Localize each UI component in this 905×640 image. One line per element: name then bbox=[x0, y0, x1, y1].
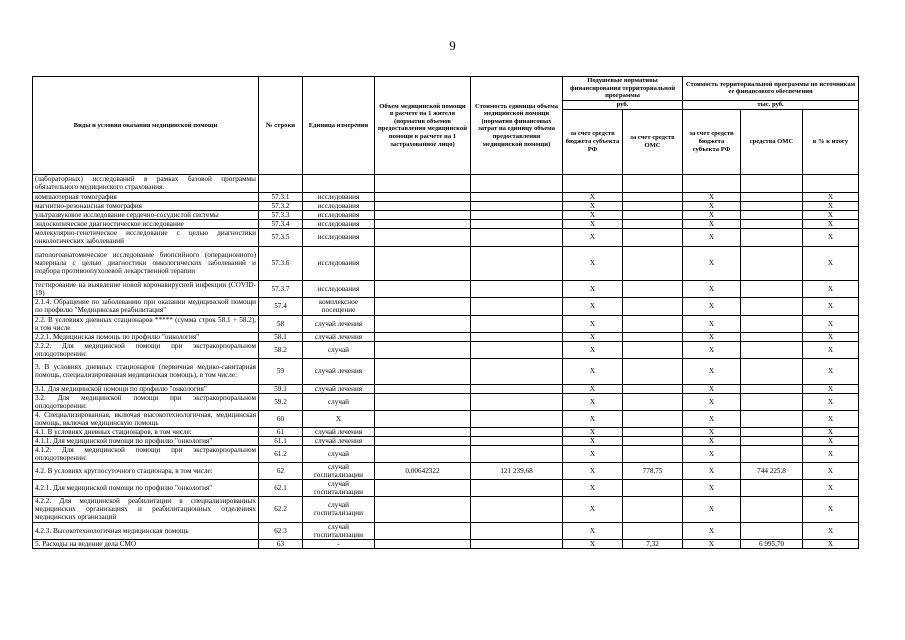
header-per-capita-unit: руб. bbox=[563, 100, 683, 109]
header-oms: за счет средств ОМС bbox=[623, 109, 683, 174]
row-unit bbox=[303, 174, 375, 192]
header-budget: за счет средств бюджета субъекта РФ bbox=[563, 109, 623, 174]
row-name: эндоскопическое диагностическое исследование bbox=[33, 219, 259, 228]
row-per-capita-oms bbox=[623, 297, 683, 315]
row-number: 57.3.4 bbox=[259, 219, 303, 228]
row-percent: X bbox=[803, 280, 859, 297]
row-unit: - bbox=[303, 539, 375, 548]
row-number: 57.4 bbox=[259, 297, 303, 315]
row-cost bbox=[471, 210, 563, 219]
row-name: 5. Расходы на ведение дела СМО bbox=[33, 539, 259, 548]
row-percent: X bbox=[803, 341, 859, 358]
row-volume bbox=[375, 522, 471, 539]
row-territorial-oms bbox=[741, 410, 803, 427]
header-per-capita: Подушевые нормативы финансирования территориальной программы bbox=[563, 77, 683, 101]
table-row bbox=[33, 539, 859, 548]
header-territorial-unit: тыс. руб. bbox=[683, 100, 859, 109]
header-budget-2: за счет средств бюджета субъекта РФ bbox=[683, 109, 741, 174]
row-name: 2.2.2. Для медицинской помощи при экстракорпоральном оплодотворении: bbox=[33, 341, 259, 358]
table-row bbox=[33, 297, 859, 315]
row-territorial-budget: X bbox=[683, 315, 741, 332]
row-number: 57.3.6 bbox=[259, 246, 303, 280]
row-unit: случай лечения bbox=[303, 436, 375, 445]
row-unit: случай лечения bbox=[303, 427, 375, 436]
row-percent: X bbox=[803, 384, 859, 393]
row-territorial-budget: X bbox=[683, 393, 741, 410]
row-cost bbox=[471, 539, 563, 548]
row-percent: X bbox=[803, 210, 859, 219]
row-percent: X bbox=[803, 479, 859, 496]
row-territorial-oms bbox=[741, 393, 803, 410]
row-unit: случай госпитализации bbox=[303, 522, 375, 539]
row-name: 4.2.2. Для медицинской реабилитации в специализированных медицинских организациях и реабилитационных отделениях медицинских организаций bbox=[33, 496, 259, 522]
row-per-capita-budget: X bbox=[563, 427, 623, 436]
row-per-capita-budget: X bbox=[563, 479, 623, 496]
row-territorial-budget: X bbox=[683, 201, 741, 210]
row-territorial-oms bbox=[741, 332, 803, 341]
row-per-capita-oms bbox=[623, 201, 683, 210]
row-per-capita-budget: X bbox=[563, 539, 623, 548]
row-volume bbox=[375, 210, 471, 219]
row-territorial-budget: X bbox=[683, 445, 741, 462]
row-per-capita-oms bbox=[623, 192, 683, 201]
row-volume bbox=[375, 246, 471, 280]
row-territorial-budget: X bbox=[683, 297, 741, 315]
row-per-capita-oms bbox=[623, 332, 683, 341]
row-number: 61.2 bbox=[259, 445, 303, 462]
row-territorial-oms bbox=[741, 496, 803, 522]
table-row bbox=[33, 332, 859, 341]
row-number: 62 bbox=[259, 462, 303, 479]
row-percent: X bbox=[803, 436, 859, 445]
row-per-capita-budget: X bbox=[563, 496, 623, 522]
row-number: 63 bbox=[259, 539, 303, 548]
row-unit: исследования bbox=[303, 219, 375, 228]
row-territorial-budget: X bbox=[683, 427, 741, 436]
row-name: 4.2.1. Для медицинской помощи по профилю "онкология" bbox=[33, 479, 259, 496]
row-territorial-oms bbox=[741, 427, 803, 436]
row-per-capita-oms bbox=[623, 384, 683, 393]
row-percent: X bbox=[803, 427, 859, 436]
financing-table bbox=[32, 76, 859, 549]
row-name: патологоанатомическое исследование биопсийного (операционного) материала с целью диагностики онкологических заболеваний и подбора противоопухолевой лекарственной терапии bbox=[33, 246, 259, 280]
table-row bbox=[33, 445, 859, 462]
row-per-capita-oms bbox=[623, 219, 683, 228]
row-number: 61.1 bbox=[259, 436, 303, 445]
row-volume bbox=[375, 410, 471, 427]
table-row bbox=[33, 219, 859, 228]
row-volume bbox=[375, 436, 471, 445]
row-territorial-budget: X bbox=[683, 341, 741, 358]
row-name: магнитно-резонансная томография bbox=[33, 201, 259, 210]
row-volume bbox=[375, 358, 471, 384]
header-row-no: № строки bbox=[259, 77, 303, 175]
row-volume: 0,00642322 bbox=[375, 462, 471, 479]
row-volume bbox=[375, 174, 471, 192]
row-per-capita-oms bbox=[623, 341, 683, 358]
row-territorial-oms bbox=[741, 280, 803, 297]
row-territorial-oms bbox=[741, 479, 803, 496]
row-name: (лабораторных) исследований в рамках базовой программы обязательного медицинского страхования. bbox=[33, 174, 259, 192]
row-per-capita-oms bbox=[623, 436, 683, 445]
row-territorial-budget: X bbox=[683, 358, 741, 384]
row-per-capita-oms bbox=[623, 246, 683, 280]
row-cost bbox=[471, 228, 563, 246]
table-row bbox=[33, 462, 859, 479]
row-per-capita-oms bbox=[623, 522, 683, 539]
row-unit: исследования bbox=[303, 228, 375, 246]
row-unit: исследования bbox=[303, 280, 375, 297]
row-percent: X bbox=[803, 462, 859, 479]
row-volume bbox=[375, 192, 471, 201]
header-territorial: Стоимость территориальной программы по источникам ее финансового обеспечения bbox=[683, 77, 859, 101]
row-cost bbox=[471, 192, 563, 201]
table-row bbox=[33, 384, 859, 393]
row-unit: случай госпитализации bbox=[303, 496, 375, 522]
page-number: 9 bbox=[449, 38, 456, 53]
row-number: 59.1 bbox=[259, 384, 303, 393]
row-territorial-oms bbox=[741, 384, 803, 393]
row-per-capita-budget: X bbox=[563, 462, 623, 479]
row-volume bbox=[375, 539, 471, 548]
table-row bbox=[33, 280, 859, 297]
row-cost bbox=[471, 341, 563, 358]
row-per-capita-oms: 778,75 bbox=[623, 462, 683, 479]
row-percent: X bbox=[803, 445, 859, 462]
row-territorial-budget: X bbox=[683, 332, 741, 341]
row-name: 3.2. Для медицинской помощи при экстракорпоральном оплодотворении: bbox=[33, 393, 259, 410]
row-territorial-oms bbox=[741, 358, 803, 384]
row-percent: X bbox=[803, 358, 859, 384]
row-cost bbox=[471, 410, 563, 427]
row-number: 60 bbox=[259, 410, 303, 427]
row-name: тестирование на выявление новой коронавирусной инфекции (COVID-19) bbox=[33, 280, 259, 297]
row-per-capita-budget: X bbox=[563, 522, 623, 539]
row-per-capita-oms bbox=[623, 210, 683, 219]
row-name: 4.1. В условиях дневных стационаров, в том числе: bbox=[33, 427, 259, 436]
row-number: 62.2 bbox=[259, 496, 303, 522]
row-number: 61 bbox=[259, 427, 303, 436]
row-territorial-oms bbox=[741, 228, 803, 246]
row-percent: X bbox=[803, 228, 859, 246]
row-cost bbox=[471, 358, 563, 384]
row-per-capita-budget: X bbox=[563, 201, 623, 210]
table-row bbox=[33, 427, 859, 436]
row-volume bbox=[375, 219, 471, 228]
row-per-capita-budget: X bbox=[563, 332, 623, 341]
row-cost bbox=[471, 174, 563, 192]
row-per-capita-budget: X bbox=[563, 228, 623, 246]
table-row bbox=[33, 192, 859, 201]
row-percent: X bbox=[803, 192, 859, 201]
row-per-capita-budget: X bbox=[563, 445, 623, 462]
row-territorial-oms bbox=[741, 201, 803, 210]
row-unit: случай госпитализации bbox=[303, 479, 375, 496]
row-volume bbox=[375, 341, 471, 358]
row-per-capita-oms bbox=[623, 393, 683, 410]
row-territorial-budget: X bbox=[683, 192, 741, 201]
row-unit: исследования bbox=[303, 201, 375, 210]
row-cost bbox=[471, 496, 563, 522]
row-territorial-oms bbox=[741, 246, 803, 280]
table-row bbox=[33, 246, 859, 280]
row-territorial-budget: X bbox=[683, 246, 741, 280]
row-territorial-oms bbox=[741, 436, 803, 445]
table-row bbox=[33, 522, 859, 539]
row-volume bbox=[375, 384, 471, 393]
row-percent: X bbox=[803, 332, 859, 341]
row-territorial-budget: X bbox=[683, 479, 741, 496]
header-oms-2: средства ОМС bbox=[741, 109, 803, 174]
row-territorial-oms bbox=[741, 210, 803, 219]
row-percent: X bbox=[803, 522, 859, 539]
row-territorial-oms bbox=[741, 522, 803, 539]
row-cost bbox=[471, 384, 563, 393]
row-percent: X bbox=[803, 496, 859, 522]
table-row bbox=[33, 228, 859, 246]
row-number: 58.1 bbox=[259, 332, 303, 341]
row-per-capita-budget: X bbox=[563, 436, 623, 445]
header-unit: Единица измерения bbox=[303, 77, 375, 175]
row-volume bbox=[375, 201, 471, 210]
row-name: 4.2. В условиях круглосуточного стационара, в том числе: bbox=[33, 462, 259, 479]
row-cost bbox=[471, 297, 563, 315]
row-per-capita-budget: X bbox=[563, 384, 623, 393]
table-row bbox=[33, 315, 859, 332]
table-row bbox=[33, 174, 859, 192]
row-territorial-oms bbox=[741, 192, 803, 201]
row-volume bbox=[375, 332, 471, 341]
row-territorial-oms bbox=[741, 297, 803, 315]
row-territorial-oms bbox=[741, 219, 803, 228]
table-row bbox=[33, 436, 859, 445]
row-name: молекулярно-генетическое исследование с целью диагностики онкологических заболеваний bbox=[33, 228, 259, 246]
row-territorial-oms bbox=[741, 445, 803, 462]
row-unit: случай bbox=[303, 341, 375, 358]
row-name: 2.2. В условиях дневных стационаров ***** (сумма строк 58.1 + 58.2), в том числе bbox=[33, 315, 259, 332]
row-name: ультразвуковое исследование сердечно-сосудистой системы bbox=[33, 210, 259, 219]
row-territorial-budget: X bbox=[683, 522, 741, 539]
row-unit: случай лечения bbox=[303, 315, 375, 332]
row-percent: X bbox=[803, 246, 859, 280]
row-per-capita-oms bbox=[623, 315, 683, 332]
row-number: 57.3.3 bbox=[259, 210, 303, 219]
row-cost bbox=[471, 332, 563, 341]
table-row bbox=[33, 201, 859, 210]
row-per-capita-oms bbox=[623, 479, 683, 496]
row-per-capita-oms bbox=[623, 427, 683, 436]
row-unit: X bbox=[303, 410, 375, 427]
row-cost bbox=[471, 479, 563, 496]
row-unit: комплексное посещение bbox=[303, 297, 375, 315]
row-per-capita-oms bbox=[623, 410, 683, 427]
row-volume bbox=[375, 479, 471, 496]
row-name: 4.1.1. Для медицинской помощи по профилю "онкология" bbox=[33, 436, 259, 445]
row-volume bbox=[375, 297, 471, 315]
row-per-capita-oms bbox=[623, 280, 683, 297]
row-territorial-budget: X bbox=[683, 436, 741, 445]
row-per-capita-budget: X bbox=[563, 280, 623, 297]
row-percent: X bbox=[803, 393, 859, 410]
row-name: 3. В условиях дневных стационаров (первичная медико-санитарная помощь, специализированная медицинская помощь), в том числе: bbox=[33, 358, 259, 384]
row-territorial-budget: X bbox=[683, 462, 741, 479]
row-cost bbox=[471, 246, 563, 280]
row-per-capita-oms: 7,32 bbox=[623, 539, 683, 548]
row-number: 59.2 bbox=[259, 393, 303, 410]
table-row bbox=[33, 393, 859, 410]
row-number: 57.3.5 bbox=[259, 228, 303, 246]
row-territorial-oms: 6 995,70 bbox=[741, 539, 803, 548]
row-cost bbox=[471, 393, 563, 410]
row-territorial-budget: X bbox=[683, 280, 741, 297]
row-per-capita-oms bbox=[623, 445, 683, 462]
row-name: 2.1.4. Обращение по заболеванию при оказании медицинской помощи по профилю "Медицинская реабилитация" bbox=[33, 297, 259, 315]
row-unit: случай лечения bbox=[303, 384, 375, 393]
row-unit: исследования bbox=[303, 192, 375, 201]
row-per-capita-oms bbox=[623, 228, 683, 246]
row-territorial-budget: X bbox=[683, 496, 741, 522]
row-number: 62.1 bbox=[259, 479, 303, 496]
row-per-capita-budget: X bbox=[563, 410, 623, 427]
row-name: 4.2.3. Высокотехнологичная медицинская помощь bbox=[33, 522, 259, 539]
row-territorial-budget: X bbox=[683, 210, 741, 219]
row-territorial-budget bbox=[683, 174, 741, 192]
row-cost bbox=[471, 436, 563, 445]
row-name: компьютерная томография bbox=[33, 192, 259, 201]
row-per-capita-oms bbox=[623, 496, 683, 522]
row-percent: X bbox=[803, 410, 859, 427]
header-cost: Стоимость единицы объема медицинской помощи (норматив финансовых затрат на единицу объема предоставления медицинской помощи) bbox=[471, 77, 563, 175]
row-cost bbox=[471, 219, 563, 228]
row-per-capita-budget: X bbox=[563, 358, 623, 384]
row-cost bbox=[471, 445, 563, 462]
row-number: 57.3.1 bbox=[259, 192, 303, 201]
row-volume bbox=[375, 280, 471, 297]
table-row bbox=[33, 410, 859, 427]
row-volume bbox=[375, 445, 471, 462]
row-unit: исследования bbox=[303, 210, 375, 219]
row-territorial-budget: X bbox=[683, 384, 741, 393]
row-per-capita-oms bbox=[623, 358, 683, 384]
row-unit: случай bbox=[303, 445, 375, 462]
row-unit: случай госпитализации bbox=[303, 462, 375, 479]
row-number: 57.3.2 bbox=[259, 201, 303, 210]
row-per-capita-budget: X bbox=[563, 192, 623, 201]
row-number bbox=[259, 174, 303, 192]
row-territorial-budget: X bbox=[683, 219, 741, 228]
row-cost bbox=[471, 315, 563, 332]
row-volume bbox=[375, 393, 471, 410]
row-per-capita-budget: X bbox=[563, 210, 623, 219]
table-row bbox=[33, 210, 859, 219]
row-volume bbox=[375, 427, 471, 436]
table-body bbox=[33, 174, 859, 548]
row-number: 62.3 bbox=[259, 522, 303, 539]
row-percent: X bbox=[803, 297, 859, 315]
row-percent: X bbox=[803, 201, 859, 210]
row-cost bbox=[471, 427, 563, 436]
row-name: 2.2.1. Медицинская помощь по профилю "онкология" bbox=[33, 332, 259, 341]
row-per-capita-budget: X bbox=[563, 246, 623, 280]
table-row bbox=[33, 496, 859, 522]
row-territorial-oms: 744 225,8 bbox=[741, 462, 803, 479]
row-per-capita-budget: X bbox=[563, 219, 623, 228]
row-unit: случай bbox=[303, 393, 375, 410]
row-cost bbox=[471, 280, 563, 297]
row-per-capita-oms bbox=[623, 174, 683, 192]
row-territorial-oms bbox=[741, 315, 803, 332]
row-per-capita-budget: X bbox=[563, 341, 623, 358]
row-per-capita-budget: X bbox=[563, 315, 623, 332]
row-unit: случай лечения bbox=[303, 358, 375, 384]
row-number: 59 bbox=[259, 358, 303, 384]
row-number: 58.2 bbox=[259, 341, 303, 358]
row-percent: X bbox=[803, 219, 859, 228]
row-number: 58 bbox=[259, 315, 303, 332]
row-per-capita-budget: X bbox=[563, 297, 623, 315]
row-volume bbox=[375, 228, 471, 246]
row-percent: X bbox=[803, 315, 859, 332]
row-territorial-oms bbox=[741, 174, 803, 192]
row-volume bbox=[375, 496, 471, 522]
row-territorial-oms bbox=[741, 341, 803, 358]
row-cost bbox=[471, 522, 563, 539]
row-number: 57.3.7 bbox=[259, 280, 303, 297]
table-row bbox=[33, 479, 859, 496]
header-percent: в % к итогу bbox=[803, 109, 859, 174]
row-unit: исследования bbox=[303, 246, 375, 280]
row-percent: X bbox=[803, 539, 859, 548]
row-cost: 121 239,68 bbox=[471, 462, 563, 479]
row-territorial-budget: X bbox=[683, 539, 741, 548]
row-unit: случай лечения bbox=[303, 332, 375, 341]
table-row bbox=[33, 358, 859, 384]
row-per-capita-budget bbox=[563, 174, 623, 192]
table-row bbox=[33, 341, 859, 358]
row-per-capita-budget: X bbox=[563, 393, 623, 410]
row-name: 4. Специализированная, включая высокотехнологичная, медицинская помощь, включая медицинскую помощь bbox=[33, 410, 259, 427]
row-territorial-budget: X bbox=[683, 410, 741, 427]
row-cost bbox=[471, 201, 563, 210]
header-kind: Виды и условия оказания медицинской помощи bbox=[33, 77, 259, 175]
header-volume: Объем медицинской помощи в расчете на 1 жителя (норматив объемов предоставления медицинской помощи в расчете на 1 застрахованное лицо) bbox=[375, 77, 471, 175]
row-volume bbox=[375, 315, 471, 332]
row-name: 4.1.2. Для медицинской помощи при экстракорпоральном оплодотворении: bbox=[33, 445, 259, 462]
row-name: 3.1. Для медицинской помощи по профилю "онкология" bbox=[33, 384, 259, 393]
row-percent bbox=[803, 174, 859, 192]
row-territorial-budget: X bbox=[683, 228, 741, 246]
